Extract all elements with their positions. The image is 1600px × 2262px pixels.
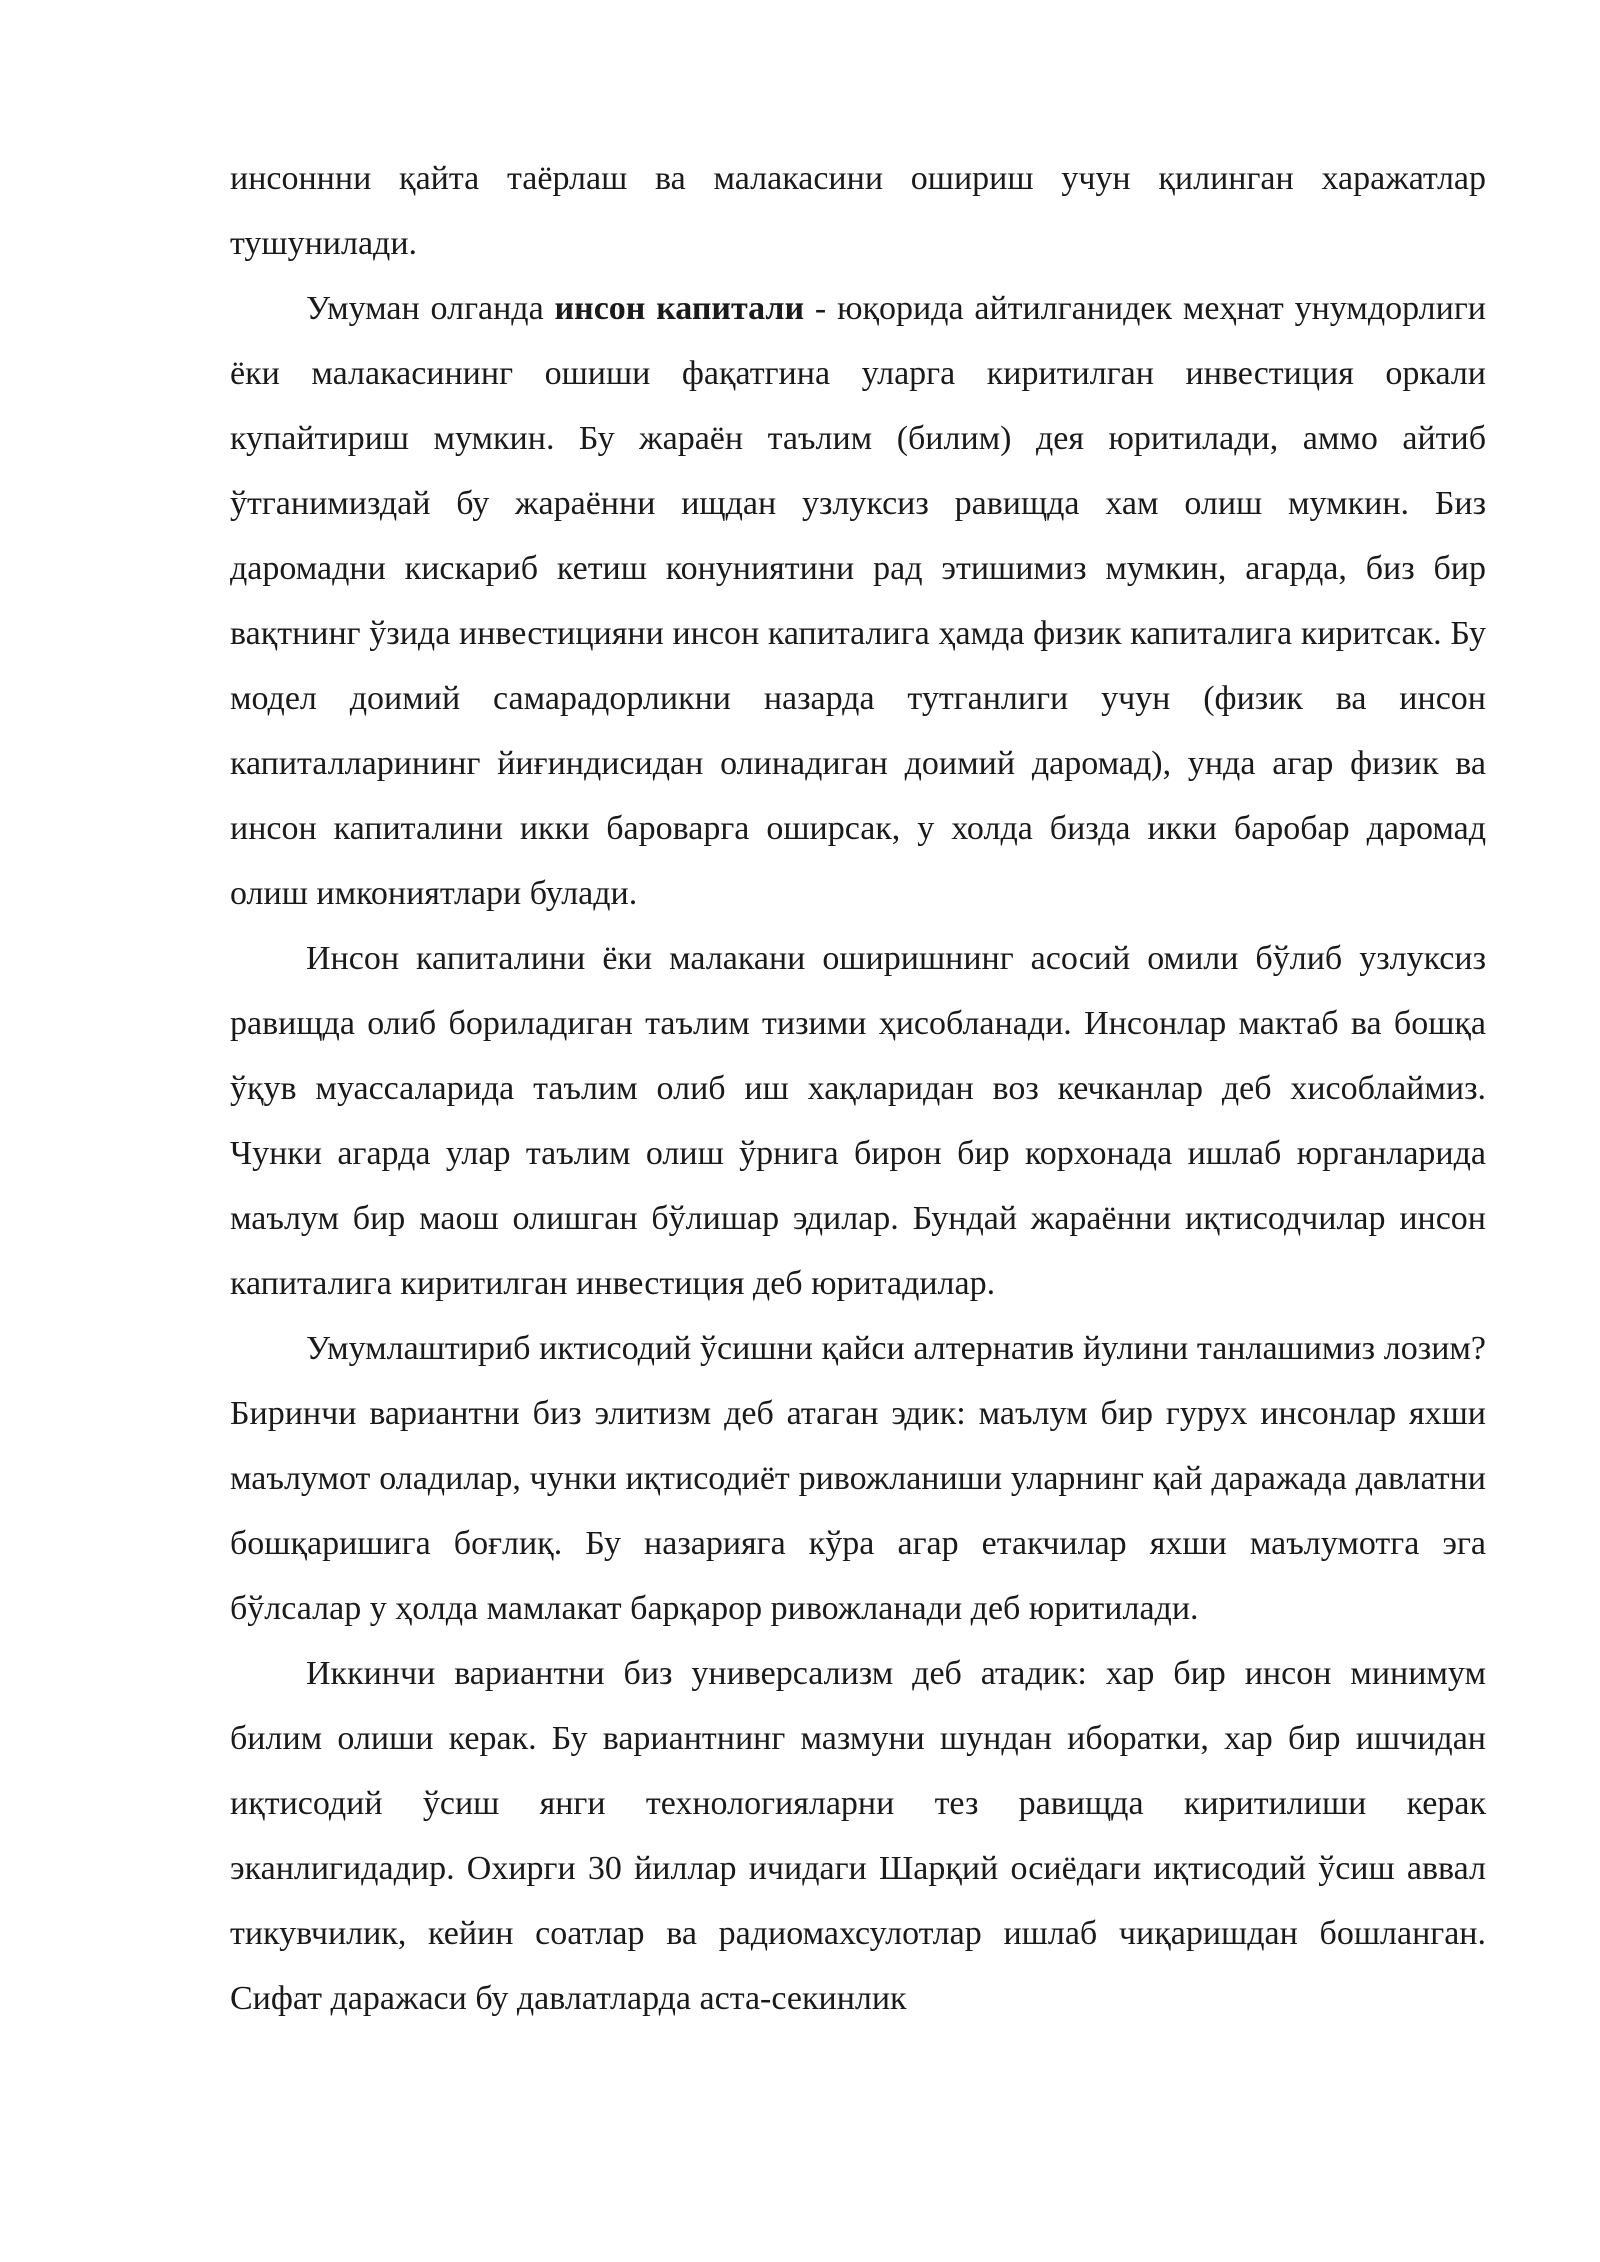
paragraph-text: инсоннни қайта таёрлаш ва малакасини ошириш учун қилинган харажатлар тушунилади.: [230, 160, 1486, 262]
paragraph-text: Умумлаштириб иктисодий ўсишни қайси алтернатив йулини танлашимиз лозим? Биринчи вариантни биз элитизм деб атаган эдик: маълум бир гурух инсонлар яхши маълумот оладилар, чунки иқтисодиёт ривожланиши уларнинг қай даражада давлатни бошқаришига боғлиқ. Бу назарияга кўра агар етакчилар яхши маълумотга эга бўлсалар у ҳолда мамлакат барқарор ривожланади деб юритилади.: [230, 1330, 1486, 1627]
paragraph-human-capital-definition: [230, 276, 1486, 926]
paragraph-text: Иккинчи вариантни биз универсализм деб атадик: хар бир инсон минимум билим олиши керак. Бу вариантнинг мазмуни шундан иборатки, хар бир ишчидан иқтисодий ўсиш янги технологияларни тез равищда киритилиши керак эканлигидадир. Охирги 30 йиллар ичидаги Шарқий осиёдаги иқтисодий ўсиш аввал тикувчилик, кейин соатлар ва радиомахсулотлар ишлаб чиқаришдан бошланган. Сифат даражаси бу давлатларда аста-секинлик: [230, 1655, 1486, 2017]
paragraph-text-rest: - юқорида айтилганидек меҳнат унумдорлиги ёки малакасининг ошиши фақатгина уларга киритилган инвестиция оркали купайтириш мумкин. Бу жараён таълим (билим) дея юритилади, аммо айтиб ўтганимиздай бу жараённи ищдан узлуксиз равищда хам олиш мумкин. Биз даромадни кискариб кетиш конуниятини рад этишимиз мумкин, агарда, биз бир вақтнинг ўзида инвестицияни инсон капиталига ҳамда физик капиталига киритсак. Бу модел доимий самарадорликни назарда тутганлиги учун (физик ва инсон капиталларининг йиғиндисидан олинадиган доимий даромад), унда агар физик ва инсон капиталини икки бароварга оширсак, у холда бизда икки баробар даромад олиш имкониятлари булади.: [230, 290, 1486, 912]
document-body: [230, 146, 1486, 2031]
bold-term-human-capital: инсон капитали: [554, 290, 805, 327]
paragraph-text: Инсон капиталини ёки малакани оширишнинг асосий омили бўлиб узлуксиз равищда олиб бориладиган таълим тизими ҳисобланади. Инсонлар мактаб ва бошқа ўқув муассаларида таълим олиб иш хақларидан воз кечканлар деб хисоблаймиз. Чунки агарда улар таълим олиш ўрнига бирон бир корхонада ишлаб юрганларида маълум бир маош олишган бўлишар эдилар. Бундай жараённи иқтисодчилар инсон капиталига киритилган инвестиция деб юритадилар.: [230, 940, 1486, 1302]
paragraph-text-lead: Умуман олганда: [306, 290, 555, 327]
paragraph-elitism: [230, 1316, 1486, 1641]
paragraph-continuation: [230, 146, 1486, 276]
paragraph-education-system: [230, 926, 1486, 1316]
paragraph-universalism: [230, 1641, 1486, 2031]
